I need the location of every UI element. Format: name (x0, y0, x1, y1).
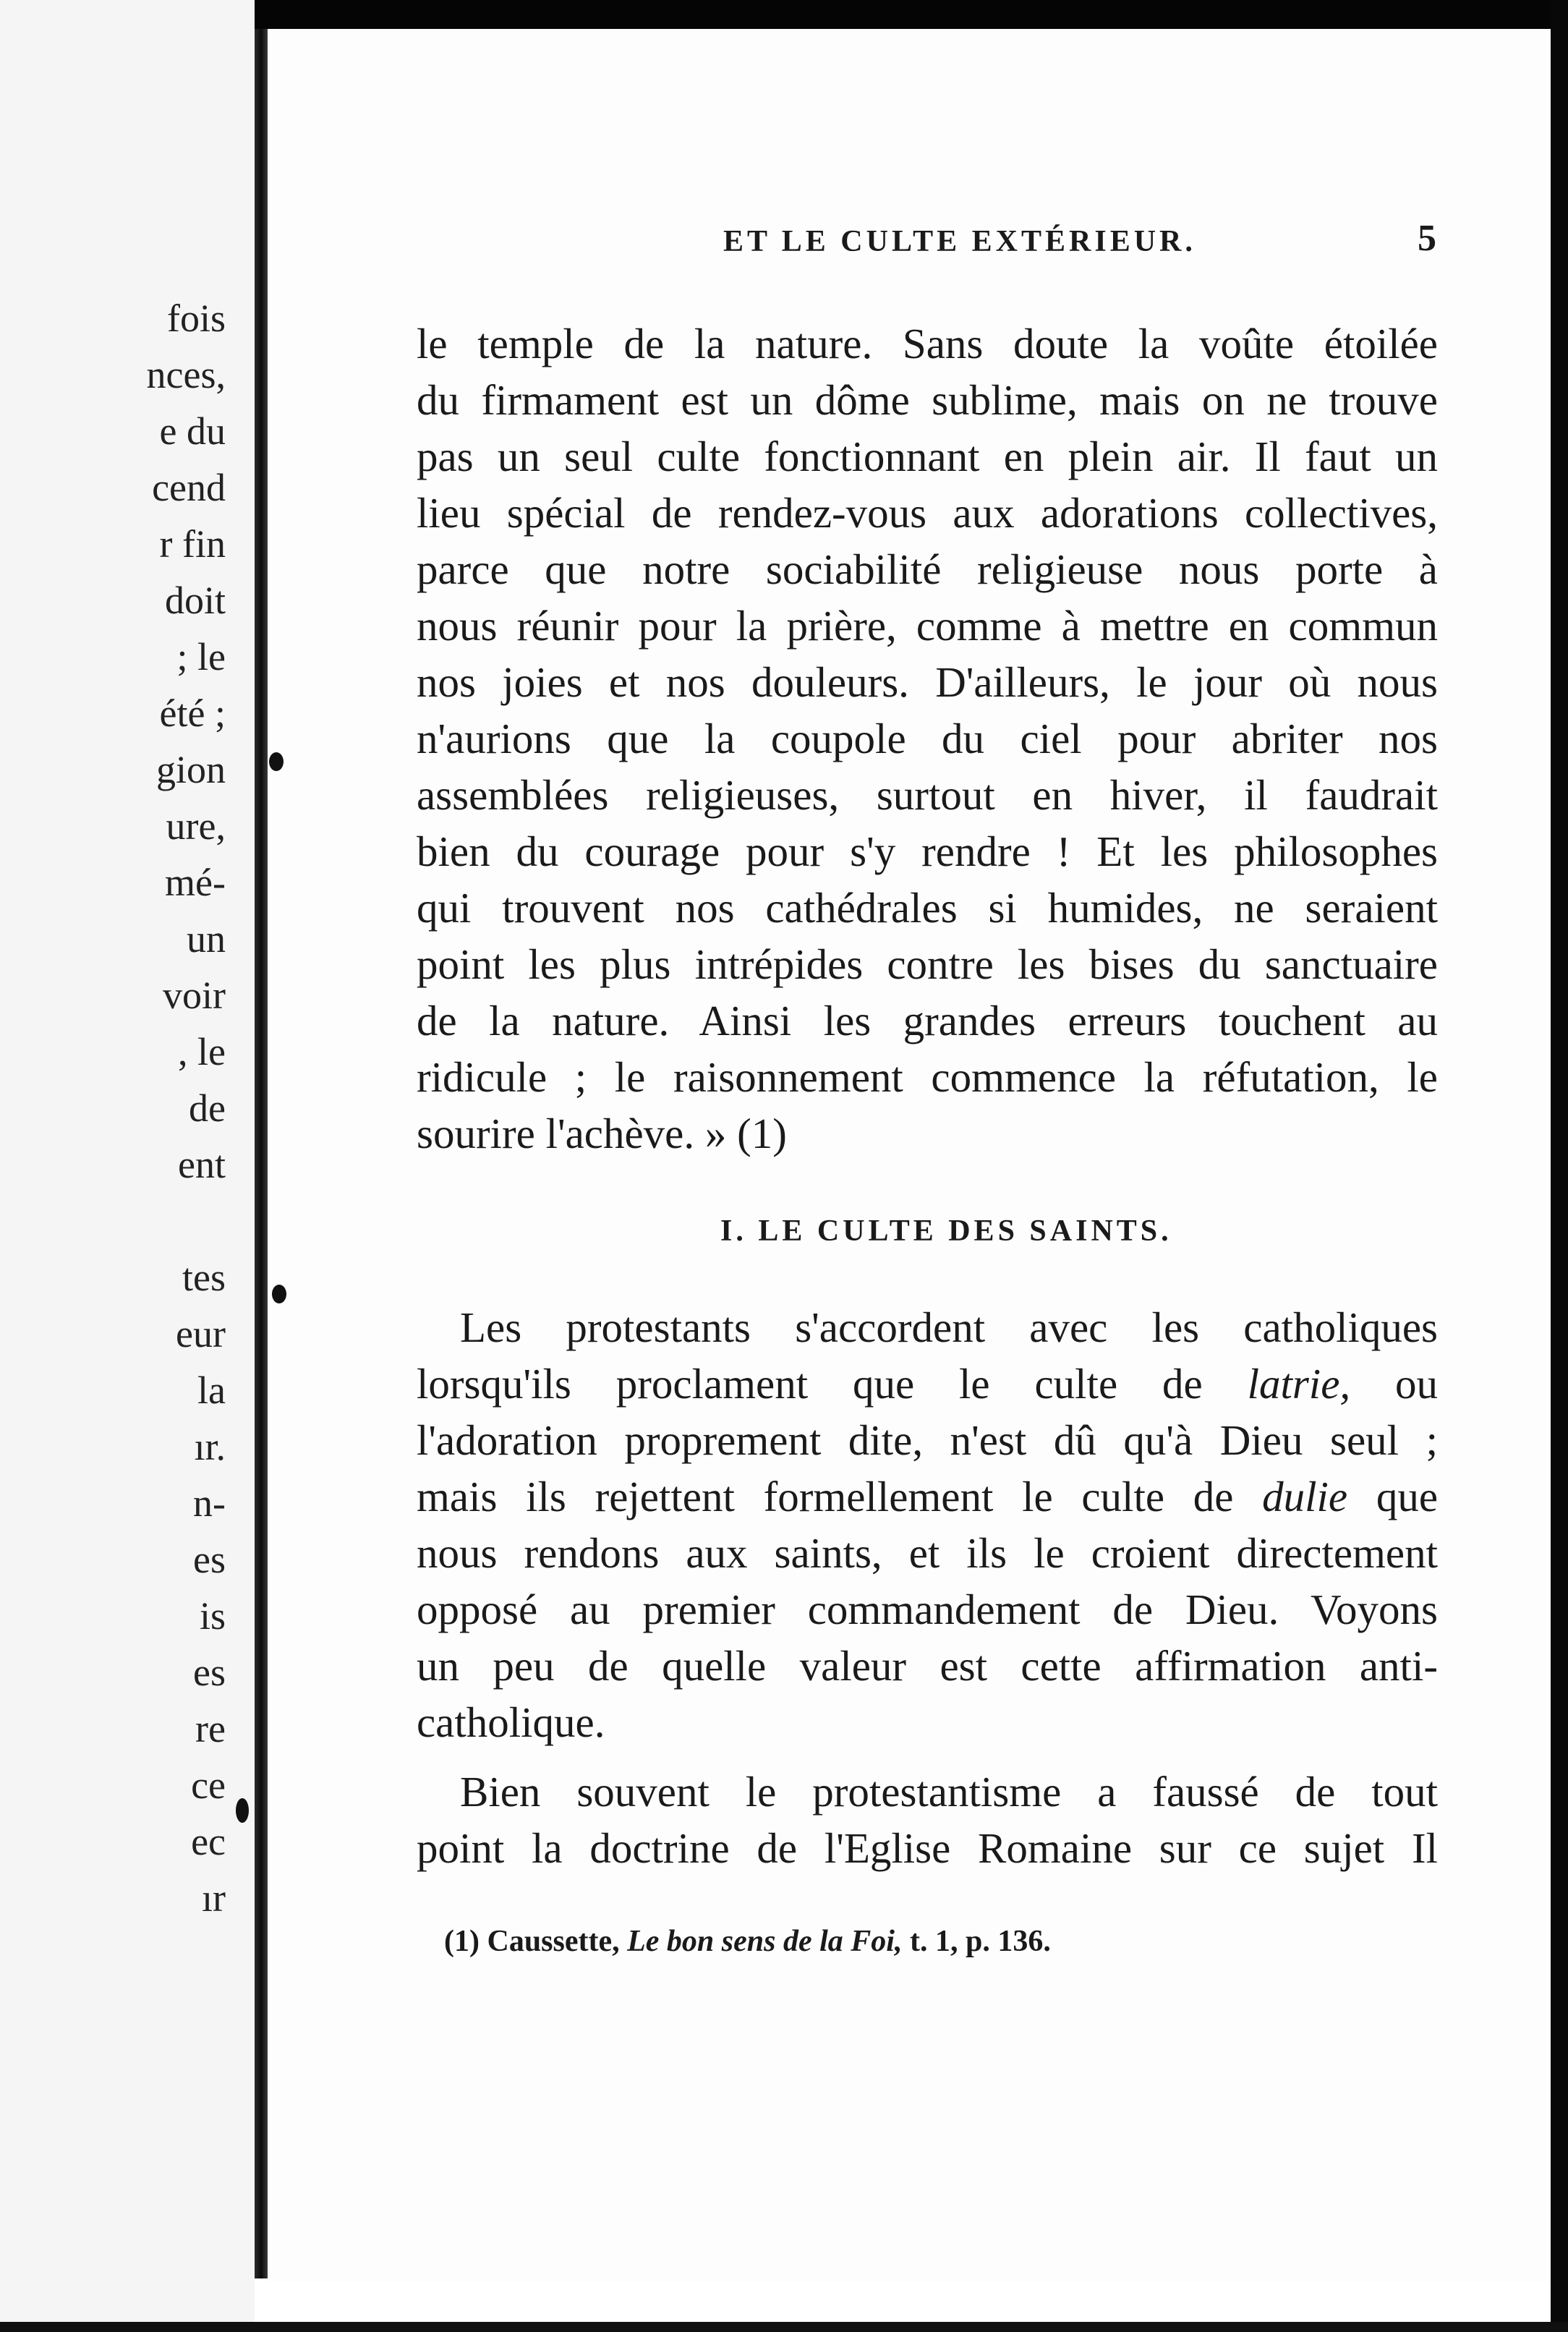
left-page-line: tes (182, 1256, 226, 1299)
text-line: assemblées religieuses, surtout en hiver, il faudrait (417, 771, 1438, 819)
left-page-line: es (193, 1651, 226, 1694)
left-page-line: eur (176, 1312, 226, 1356)
footnote (444, 1924, 1051, 1959)
left-page-line: e du (159, 409, 226, 453)
left-page-line: un (187, 917, 226, 961)
left-page-line: doit (164, 579, 226, 622)
text-line: Les protestants s'accordent avec les catholiques (460, 1303, 1438, 1351)
footnote-author: Caussette, (487, 1925, 620, 1958)
left-page-line: ; le (176, 635, 226, 678)
left-page-line: ır. (194, 1425, 226, 1468)
text-line: catholique. (417, 1698, 605, 1746)
text-line: un peu de quelle valeur est cette affirmation anti- (417, 1642, 1438, 1690)
left-page-line: été ; (159, 691, 226, 735)
left-page-line: ure, (166, 804, 226, 848)
text-line: parce que notre sociabilité religieuse nous porte à (417, 545, 1438, 593)
text-line: nous rendons aux saints, et ils le croient directement (417, 1529, 1438, 1577)
left-page-line: es (193, 1538, 226, 1581)
scan-edge-right (1551, 0, 1568, 2332)
left-page-line: re (195, 1707, 226, 1750)
scan-edge-bottom (0, 2322, 1568, 2332)
binding-hole-mark (269, 752, 284, 771)
text-line: ridicule ; le raisonnement commence la réfutation, le (417, 1053, 1438, 1101)
footnote-marker: (1) (444, 1925, 480, 1958)
left-page-line: r fin (159, 522, 226, 566)
text-line: nos joies et nos douleurs. D'ailleurs, le jour où nous (417, 658, 1438, 706)
section-heading: I. LE CULTE DES SAINTS. (720, 1214, 1172, 1248)
left-page-line: de (189, 1086, 226, 1130)
left-page-line: mé- (165, 861, 226, 904)
italic-term-latrie: latrie, (1247, 1360, 1351, 1408)
text-fragment: que (1347, 1473, 1438, 1520)
left-page-line: ce (191, 1763, 226, 1807)
text-line: opposé au premier commandement de Dieu. Voyons (417, 1586, 1438, 1633)
text-line (417, 1358, 1438, 1409)
italic-term-dulie: dulie (1262, 1473, 1348, 1520)
left-page-line: la (197, 1369, 226, 1412)
text-line (417, 1471, 1438, 1522)
scan-edge-top (239, 0, 1568, 29)
left-page-line: is (199, 1594, 226, 1638)
text-line: point les plus intrépides contre les bises du sanctuaire (417, 940, 1438, 988)
text-line: l'adoration proprement dite, n'est dû qu'à Dieu seul ; (417, 1416, 1438, 1464)
text-line: qui trouvent nos cathédrales si humides, ne seraient (417, 884, 1438, 932)
left-page-line: ec (191, 1820, 226, 1863)
footnote-title: Le bon sens de la Foi, (627, 1925, 903, 1958)
binding-hole-mark (236, 1798, 249, 1823)
text-line: le temple de la nature. Sans doute la voûte étoilée (417, 320, 1438, 367)
left-page-line: gion (155, 748, 226, 791)
text-line: lieu spécial de rendez-vous aux adorations collectives, (417, 489, 1438, 537)
book-gutter (255, 29, 268, 2278)
footnote-reference: t. 1, p. 136. (909, 1925, 1051, 1958)
text-line: du firmament est un dôme sublime, mais on ne trouve (417, 376, 1438, 424)
left-page-line: fois (167, 297, 226, 340)
text-line: Bien souvent le protestantisme a faussé de tout (460, 1768, 1438, 1816)
binding-hole-mark (272, 1285, 286, 1303)
text-fragment: ou (1350, 1360, 1439, 1408)
page-number: 5 (1418, 218, 1436, 259)
left-page-line: n- (193, 1481, 226, 1525)
text-fragment: lorsqu'ils proclament que le culte de (417, 1360, 1248, 1408)
left-page-line: , le (178, 1030, 226, 1073)
left-page-line: voir (163, 974, 226, 1017)
text-line: bien du courage pour s'y rendre ! Et les philosophes (417, 827, 1438, 875)
text-line: nous réunir pour la prière, comme à mettre en commun (417, 602, 1438, 650)
text-line: point la doctrine de l'Eglise Romaine sur ce sujet Il (417, 1824, 1438, 1872)
text-line: de la nature. Ainsi les grandes erreurs touchent au (417, 997, 1438, 1044)
left-page-line: ent (178, 1143, 226, 1186)
left-page-line: nces, (146, 353, 226, 396)
running-head: ET LE CULTE EXTÉRIEUR. (723, 225, 1196, 258)
left-page-line: ır (202, 1876, 226, 1920)
text-fragment: mais ils rejettent formellement le culte de (417, 1473, 1263, 1520)
text-line: sourire l'achève. » (1) (417, 1110, 787, 1157)
text-line: pas un seul culte fonctionnant en plein air. Il faut un (417, 433, 1438, 480)
left-page-line: cend (152, 466, 226, 509)
text-line: n'aurions que la coupole du ciel pour abriter nos (417, 715, 1438, 762)
previous-page-fragment (0, 0, 255, 2322)
